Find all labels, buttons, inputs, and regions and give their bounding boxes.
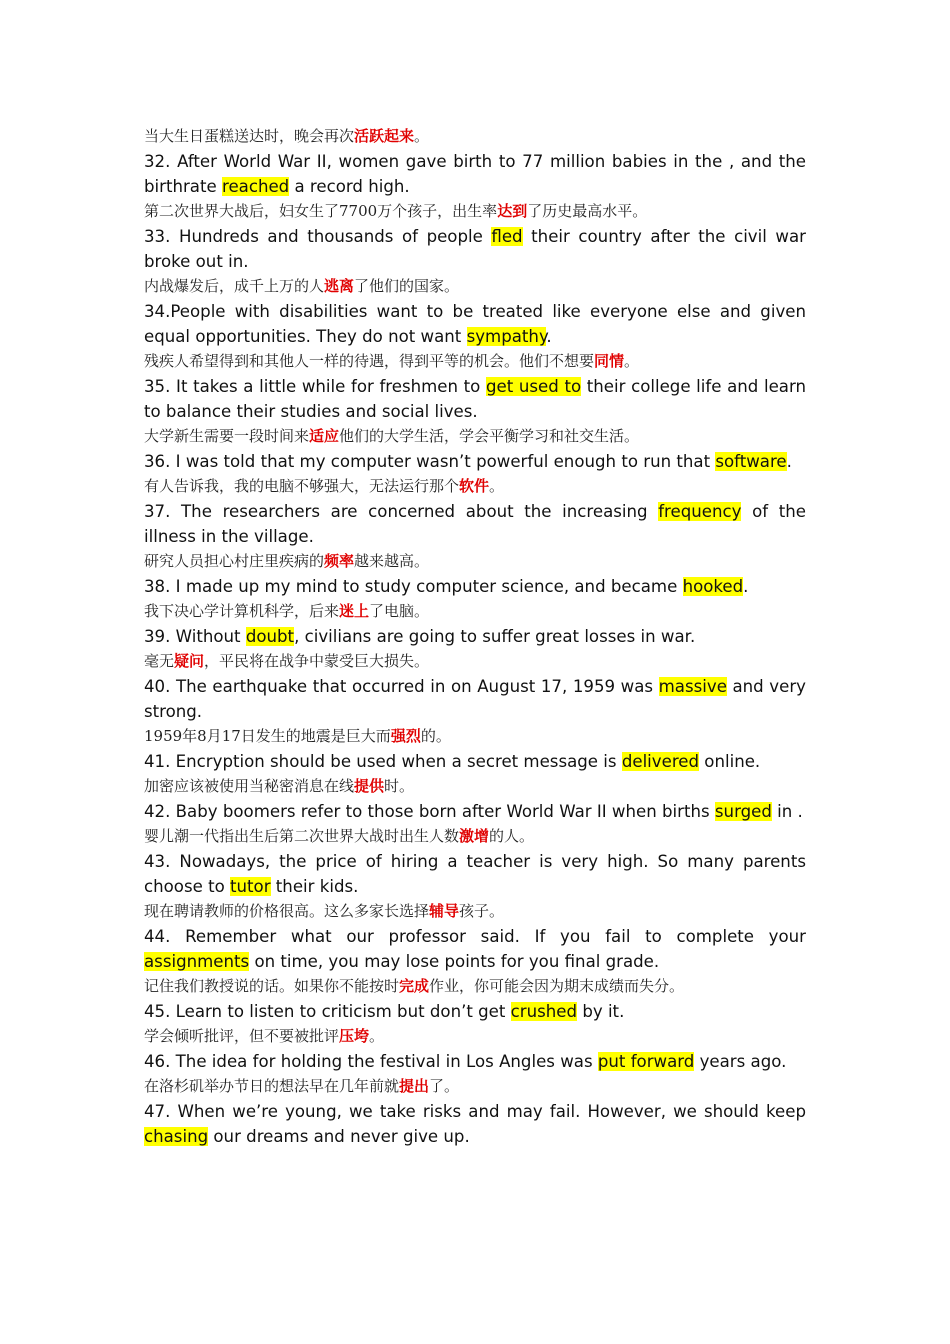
english-sentence bbox=[144, 499, 806, 549]
chinese-translation bbox=[144, 774, 806, 799]
sentence-text: in . bbox=[771, 802, 803, 821]
chinese-translation bbox=[144, 274, 806, 299]
translation-text: 现在聘请教师的价格很高。这么多家长选择 bbox=[144, 902, 430, 920]
chinese-translation bbox=[144, 124, 806, 149]
chinese-translation bbox=[144, 649, 806, 674]
translation-text: 的人。 bbox=[489, 827, 535, 845]
translation-text: 的。 bbox=[420, 727, 451, 745]
highlighted-keyword: chasing bbox=[144, 1127, 209, 1146]
sentence-text: and very strong. bbox=[144, 677, 806, 721]
sentence-text: . bbox=[786, 452, 792, 471]
translation-text: 孩子。 bbox=[459, 902, 505, 920]
translated-keyword: 适应 bbox=[309, 427, 340, 445]
highlighted-keyword: get used to bbox=[485, 377, 582, 396]
sentence-text: a record high. bbox=[289, 177, 410, 196]
translation-text: 第二次世界大战后，妇女生了7700万个孩子，出生率 bbox=[144, 202, 498, 220]
item-number: 38. bbox=[144, 577, 176, 596]
translated-keyword: 同情 bbox=[594, 352, 625, 370]
translation-text: 内战爆发后，成千上万的人 bbox=[144, 277, 325, 295]
sentence-text: I was told that my computer wasn’t powerful enough to run that bbox=[175, 452, 716, 471]
sentence-text: our dreams and never give up. bbox=[208, 1127, 470, 1146]
translation-text: 当大生日蛋糕送达时，晚会再次 bbox=[144, 127, 355, 145]
item-number: 44. bbox=[144, 927, 186, 946]
english-sentence bbox=[144, 749, 806, 774]
translated-keyword: 频率 bbox=[324, 552, 355, 570]
english-sentence bbox=[144, 374, 806, 424]
highlighted-keyword: reached bbox=[221, 177, 290, 196]
highlighted-keyword: fled bbox=[491, 227, 523, 246]
translation-text: 记住我们教授说的话。如果你不能按时 bbox=[144, 977, 400, 995]
english-sentence bbox=[144, 624, 806, 649]
highlighted-keyword: delivered bbox=[621, 752, 700, 771]
chinese-translation bbox=[144, 824, 806, 849]
chinese-translation bbox=[144, 549, 806, 574]
sentence-text: their college life and learn to balance their studies and social lives. bbox=[144, 377, 807, 421]
translation-text: 。 bbox=[489, 477, 505, 495]
translation-text: 。 bbox=[369, 1027, 385, 1045]
translated-keyword: 提出 bbox=[399, 1077, 430, 1095]
translation-text: 我下决心学计算机科学，后来 bbox=[144, 602, 340, 620]
translation-text: ，平民将在战争中蒙受巨大损失。 bbox=[204, 652, 430, 670]
sentence-text: The researchers are concerned about the increasing bbox=[181, 502, 659, 521]
translation-text: 作业，你可能会因为期末成绩而失分。 bbox=[429, 977, 685, 995]
sentence-text: After World War II, women gave birth to 77 million babies in the , and the birthrate bbox=[144, 152, 806, 196]
translation-text: 学会倾听批评，但不要被批评 bbox=[144, 1027, 340, 1045]
translated-keyword: 完成 bbox=[399, 977, 430, 995]
translation-text: 大学新生需要一段时间来 bbox=[144, 427, 310, 445]
translation-text: 研究人员担心村庄里疾病的 bbox=[144, 552, 325, 570]
chinese-translation bbox=[144, 1024, 806, 1049]
sentence-text: Hundreds and thousands of people bbox=[178, 227, 492, 246]
chinese-translation bbox=[144, 1074, 806, 1099]
sentence-text: When we’re young, we take risks and may fail. However, we should keep bbox=[177, 1102, 807, 1121]
english-sentence bbox=[144, 799, 806, 824]
highlighted-keyword: hooked bbox=[682, 577, 744, 596]
sentence-text: Encryption should be used when a secret message is bbox=[175, 752, 622, 771]
chinese-translation bbox=[144, 599, 806, 624]
translation-text: 。 bbox=[624, 352, 640, 370]
translated-keyword: 强烈 bbox=[390, 727, 421, 745]
highlighted-keyword: crushed bbox=[510, 1002, 578, 1021]
chinese-translation bbox=[144, 349, 806, 374]
sentence-text: People with disabilities want to be treated like everyone else and given equal opportunities. They do not want bbox=[144, 302, 806, 346]
english-sentence bbox=[144, 1049, 806, 1074]
highlighted-keyword: put forward bbox=[597, 1052, 695, 1071]
highlighted-keyword: tutor bbox=[230, 877, 271, 896]
chinese-translation bbox=[144, 974, 806, 999]
item-number: 35. bbox=[144, 377, 177, 396]
sentence-text: It takes a little while for freshmen to bbox=[176, 377, 486, 396]
item-number: 41. bbox=[144, 752, 176, 771]
translation-text: 加密应该被使用当秘密消息在线 bbox=[144, 777, 355, 795]
sentence-text: on time, you may lose points for you final grade. bbox=[249, 952, 660, 971]
translated-keyword: 软件 bbox=[459, 477, 490, 495]
item-number: 46. bbox=[144, 1052, 176, 1071]
translated-keyword: 达到 bbox=[497, 202, 528, 220]
sentence-text: The idea for holding the festival in Los Angles was bbox=[175, 1052, 598, 1071]
sentence-text: Baby boomers refer to those born after World War II when births bbox=[175, 802, 715, 821]
chinese-translation bbox=[144, 424, 806, 449]
translated-keyword: 活跃起来 bbox=[354, 127, 415, 145]
translation-text: 1959年8月17日发生的地震是巨大而 bbox=[144, 727, 391, 745]
sentence-text: . bbox=[743, 577, 749, 596]
sentence-text: online. bbox=[699, 752, 761, 771]
english-sentence bbox=[144, 999, 806, 1024]
sentence-text: Remember what our professor said. If you fail to complete your bbox=[185, 927, 806, 946]
english-sentence bbox=[144, 924, 806, 974]
highlighted-keyword: frequency bbox=[658, 502, 742, 521]
translated-keyword: 辅导 bbox=[429, 902, 460, 920]
translated-keyword: 压垮 bbox=[339, 1027, 370, 1045]
translation-text: 越来越高。 bbox=[354, 552, 430, 570]
highlighted-keyword: sympathy bbox=[466, 327, 547, 346]
translated-keyword: 迷上 bbox=[339, 602, 370, 620]
item-number: 33. bbox=[144, 227, 179, 246]
translated-keyword: 逃离 bbox=[324, 277, 355, 295]
translation-text: 了。 bbox=[429, 1077, 460, 1095]
translated-keyword: 激增 bbox=[459, 827, 490, 845]
highlighted-keyword: assignments bbox=[144, 952, 250, 971]
translated-keyword: 疑问 bbox=[174, 652, 205, 670]
item-number: 42. bbox=[144, 802, 176, 821]
translation-text: 婴儿潮一代指出生后第二次世界大战时出生人数 bbox=[144, 827, 460, 845]
sentence-text: I made up my mind to study computer science, and became bbox=[175, 577, 683, 596]
sentence-text: of the illness in the village. bbox=[144, 502, 806, 546]
item-number: 39. bbox=[144, 627, 176, 646]
highlighted-keyword: software bbox=[715, 452, 787, 471]
english-sentence bbox=[144, 149, 806, 199]
item-number: 36. bbox=[144, 452, 176, 471]
sentence-text: . bbox=[546, 327, 552, 346]
item-number: 43. bbox=[144, 852, 180, 871]
chinese-translation bbox=[144, 724, 806, 749]
translation-text: 了电脑。 bbox=[369, 602, 430, 620]
translation-text: 有人告诉我，我的电脑不够强大，无法运行那个 bbox=[144, 477, 460, 495]
document-page bbox=[144, 124, 806, 1149]
highlighted-keyword: surged bbox=[714, 802, 772, 821]
english-sentence bbox=[144, 224, 806, 274]
sentence-text: Nowadays, the price of hiring a teacher is very high. So many parents choose to bbox=[144, 852, 806, 896]
english-sentence bbox=[144, 1099, 806, 1149]
translation-text: 。 bbox=[414, 127, 430, 145]
item-number: 40. bbox=[144, 677, 176, 696]
item-number: 47. bbox=[144, 1102, 178, 1121]
highlighted-keyword: massive bbox=[658, 677, 727, 696]
sentence-text: their country after the civil war broke out in. bbox=[144, 227, 806, 271]
chinese-translation bbox=[144, 899, 806, 924]
sentence-text: Learn to listen to criticism but don’t get bbox=[175, 1002, 511, 1021]
highlighted-keyword: doubt bbox=[245, 627, 295, 646]
chinese-translation bbox=[144, 474, 806, 499]
sentence-text: The earthquake that occurred in on August 17, 1959 was bbox=[175, 677, 659, 696]
translation-text: 时。 bbox=[384, 777, 415, 795]
sentence-text: Without bbox=[175, 627, 246, 646]
english-sentence bbox=[144, 674, 806, 724]
sentence-text: years ago. bbox=[694, 1052, 787, 1071]
translation-text: 残疾人希望得到和其他人一样的待遇，得到平等的机会。他们不想要 bbox=[144, 352, 595, 370]
item-number: 37. bbox=[144, 502, 182, 521]
item-number: 32. bbox=[144, 152, 178, 171]
english-sentence bbox=[144, 449, 806, 474]
sentence-text: , civilians are going to suffer great losses in war. bbox=[294, 627, 696, 646]
english-sentence bbox=[144, 574, 806, 599]
translation-text: 毫无 bbox=[144, 652, 175, 670]
sentence-text: their kids. bbox=[270, 877, 359, 896]
translation-text: 了他们的国家。 bbox=[354, 277, 460, 295]
english-sentence bbox=[144, 849, 806, 899]
translation-text: 他们的大学生活，学会平衡学习和社交生活。 bbox=[339, 427, 640, 445]
translation-text: 了历史最高水平。 bbox=[527, 202, 648, 220]
sentence-text: by it. bbox=[577, 1002, 625, 1021]
translated-keyword: 提供 bbox=[354, 777, 385, 795]
chinese-translation bbox=[144, 199, 806, 224]
english-sentence bbox=[144, 299, 806, 349]
item-number: 45. bbox=[144, 1002, 176, 1021]
item-number: 34. bbox=[144, 302, 171, 321]
translation-text: 在洛杉矶举办节日的想法早在几年前就 bbox=[144, 1077, 400, 1095]
